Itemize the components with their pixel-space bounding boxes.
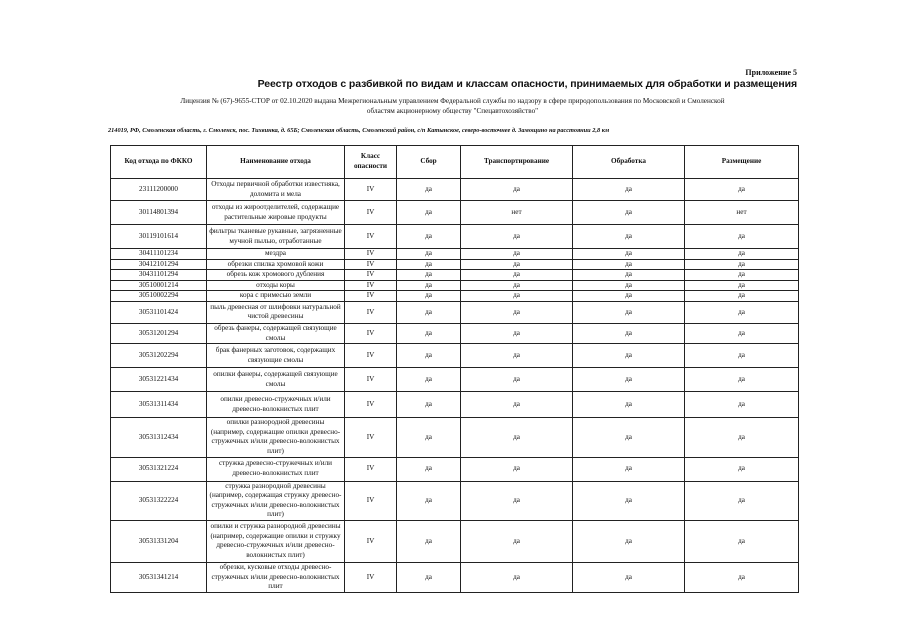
- place-cell: да: [685, 481, 799, 520]
- table-row: [111, 481, 799, 520]
- table-row: [111, 201, 799, 225]
- transport-cell: да: [461, 457, 573, 481]
- code-cell: 30531341214: [111, 562, 207, 592]
- name-cell: мездра: [207, 249, 345, 260]
- process-cell: да: [573, 392, 685, 418]
- table-row: [111, 301, 799, 323]
- process-cell: да: [573, 201, 685, 225]
- name-cell: опилки фанеры, содержащей связующие смолы: [207, 368, 345, 392]
- license-line-1: Лицензия № (67)-9655-СТОР от 02.10.2020 выдана Межрегиональным управлением Федеральной службы по надзору в сфере природопользования по Московской и Смоленской: [180, 97, 725, 105]
- process-cell: да: [573, 270, 685, 281]
- class-cell: IV: [345, 225, 397, 249]
- transport-cell: да: [461, 562, 573, 592]
- name-cell: отходы из жироотделителей, содержащие растительные жировые продукты: [207, 201, 345, 225]
- transport-cell: да: [461, 280, 573, 291]
- class-cell: IV: [345, 249, 397, 260]
- collect-cell: да: [397, 301, 461, 323]
- place-cell: да: [685, 259, 799, 270]
- waste-registry-table: [110, 145, 799, 593]
- place-cell: да: [685, 301, 799, 323]
- class-cell: IV: [345, 368, 397, 392]
- col-header-place: Размещение: [685, 146, 799, 179]
- transport-cell: да: [461, 481, 573, 520]
- class-cell: IV: [345, 259, 397, 270]
- collect-cell: да: [397, 457, 461, 481]
- collect-cell: да: [397, 562, 461, 592]
- code-cell: 30531331204: [111, 520, 207, 562]
- table-row: [111, 179, 799, 201]
- collect-cell: да: [397, 280, 461, 291]
- collect-cell: да: [397, 179, 461, 201]
- process-cell: да: [573, 520, 685, 562]
- col-header-code: Код отхода по ФККО: [111, 146, 207, 179]
- name-cell: опилки и стружка разнородной древесины (например, содержащие опилки и стружку древесно-стружечных и/или древесно-волокнистых плит): [207, 520, 345, 562]
- collect-cell: да: [397, 344, 461, 368]
- table-row: [111, 280, 799, 291]
- license-text: [108, 96, 797, 116]
- place-cell: да: [685, 562, 799, 592]
- collect-cell: да: [397, 481, 461, 520]
- name-cell: кора с примесью земли: [207, 291, 345, 302]
- code-cell: 30531311434: [111, 392, 207, 418]
- name-cell: опилки древесно-стружечных и/или древесно-волокнистых плит: [207, 392, 345, 418]
- collect-cell: да: [397, 291, 461, 302]
- license-line-2: областям акционерному обществу "Спецавтохозяйство": [366, 107, 539, 115]
- code-cell: 30510001214: [111, 280, 207, 291]
- transport-cell: да: [461, 291, 573, 302]
- place-cell: да: [685, 280, 799, 291]
- code-cell: 30531202294: [111, 344, 207, 368]
- place-cell: да: [685, 457, 799, 481]
- process-cell: да: [573, 179, 685, 201]
- table-header-row: [111, 146, 799, 179]
- class-cell: IV: [345, 301, 397, 323]
- place-cell: да: [685, 270, 799, 281]
- class-cell: IV: [345, 457, 397, 481]
- name-cell: опилки разнородной древесины (например, содержащие опилки древесно-стружечных и/или древесно-волокнистых плит): [207, 418, 345, 457]
- process-cell: да: [573, 291, 685, 302]
- name-cell: обрезки спилка хромовой кожи: [207, 259, 345, 270]
- collect-cell: да: [397, 201, 461, 225]
- class-cell: IV: [345, 481, 397, 520]
- class-cell: IV: [345, 392, 397, 418]
- process-cell: да: [573, 301, 685, 323]
- table-row: [111, 368, 799, 392]
- table-row: [111, 392, 799, 418]
- process-cell: да: [573, 280, 685, 291]
- name-cell: Отходы первичной обработки известняка, доломита и мела: [207, 179, 345, 201]
- place-cell: да: [685, 392, 799, 418]
- name-cell: обрезки, кусковые отходы древесно-стружечных и/или древесно-волокнистых плит: [207, 562, 345, 592]
- process-cell: да: [573, 259, 685, 270]
- code-cell: 30431101294: [111, 270, 207, 281]
- table-row: [111, 225, 799, 249]
- class-cell: IV: [345, 520, 397, 562]
- code-cell: 30114801394: [111, 201, 207, 225]
- table-row: [111, 259, 799, 270]
- code-cell: 30531201294: [111, 323, 207, 343]
- place-cell: да: [685, 225, 799, 249]
- process-cell: да: [573, 323, 685, 343]
- place-cell: да: [685, 344, 799, 368]
- collect-cell: да: [397, 368, 461, 392]
- collect-cell: да: [397, 323, 461, 343]
- code-cell: 30531312434: [111, 418, 207, 457]
- col-header-collect: Сбор: [397, 146, 461, 179]
- transport-cell: да: [461, 301, 573, 323]
- transport-cell: да: [461, 259, 573, 270]
- table-row: [111, 344, 799, 368]
- class-cell: IV: [345, 291, 397, 302]
- name-cell: стружка древесно-стружечных и/или древесно-волокнистых плит: [207, 457, 345, 481]
- col-header-transport: Транспортирование: [461, 146, 573, 179]
- code-cell: 30119101614: [111, 225, 207, 249]
- name-cell: обрезь фанеры, содержащей связующие смолы: [207, 323, 345, 343]
- place-cell: да: [685, 323, 799, 343]
- class-cell: IV: [345, 270, 397, 281]
- process-cell: да: [573, 249, 685, 260]
- class-cell: IV: [345, 418, 397, 457]
- table-row: [111, 418, 799, 457]
- process-cell: да: [573, 481, 685, 520]
- class-cell: IV: [345, 344, 397, 368]
- col-header-name: Наименование отхода: [207, 146, 345, 179]
- name-cell: пыль древесная от шлифовки натуральной чистой древесины: [207, 301, 345, 323]
- table-row: [111, 520, 799, 562]
- transport-cell: да: [461, 249, 573, 260]
- collect-cell: да: [397, 270, 461, 281]
- col-header-process: Обработка: [573, 146, 685, 179]
- place-cell: да: [685, 249, 799, 260]
- table-row: [111, 249, 799, 260]
- transport-cell: да: [461, 368, 573, 392]
- transport-cell: да: [461, 418, 573, 457]
- place-cell: да: [685, 291, 799, 302]
- class-cell: IV: [345, 201, 397, 225]
- table-row: [111, 291, 799, 302]
- code-cell: 30531101424: [111, 301, 207, 323]
- table-row: [111, 457, 799, 481]
- transport-cell: да: [461, 344, 573, 368]
- code-cell: 30411101234: [111, 249, 207, 260]
- class-cell: IV: [345, 280, 397, 291]
- collect-cell: да: [397, 249, 461, 260]
- collect-cell: да: [397, 418, 461, 457]
- place-cell: да: [685, 520, 799, 562]
- code-cell: 30531321224: [111, 457, 207, 481]
- collect-cell: да: [397, 259, 461, 270]
- process-cell: да: [573, 562, 685, 592]
- document-title: Реестр отходов с разбивкой по видам и классам опасности, принимаемых для обработки и размещения: [257, 78, 797, 90]
- collect-cell: да: [397, 225, 461, 249]
- place-cell: нет: [685, 201, 799, 225]
- code-cell: 30531221434: [111, 368, 207, 392]
- process-cell: да: [573, 225, 685, 249]
- code-cell: 30412101294: [111, 259, 207, 270]
- table-row: [111, 270, 799, 281]
- name-cell: брак фанерных заготовок, содержащих связующие смолы: [207, 344, 345, 368]
- col-header-class: Класс опасности: [345, 146, 397, 179]
- class-cell: IV: [345, 323, 397, 343]
- transport-cell: нет: [461, 201, 573, 225]
- appendix-label: Приложение 5: [745, 68, 797, 77]
- transport-cell: да: [461, 179, 573, 201]
- name-cell: фильтры тканевые рукавные, загрязненные мучной пылью, отработанные: [207, 225, 345, 249]
- transport-cell: да: [461, 392, 573, 418]
- transport-cell: да: [461, 225, 573, 249]
- class-cell: IV: [345, 562, 397, 592]
- process-cell: да: [573, 368, 685, 392]
- class-cell: IV: [345, 179, 397, 201]
- name-cell: стружка разнородной древесины (например, содержащая стружку древесно-стружечных и/или древесно-волокнистых плит): [207, 481, 345, 520]
- process-cell: да: [573, 344, 685, 368]
- name-cell: отходы коры: [207, 280, 345, 291]
- place-cell: да: [685, 368, 799, 392]
- place-cell: да: [685, 179, 799, 201]
- transport-cell: да: [461, 270, 573, 281]
- place-cell: да: [685, 418, 799, 457]
- code-cell: 23111200000: [111, 179, 207, 201]
- address-line: 214019, РФ, Смоленская область, г. Смоленск, пос. Тихвинка, д. 65Б; Смоленская область, Смоленский район, с/п Катынское, северо-восточнее д. Замощино на расстоянии 2,8 км: [108, 127, 610, 134]
- transport-cell: да: [461, 323, 573, 343]
- code-cell: 30531322224: [111, 481, 207, 520]
- transport-cell: да: [461, 520, 573, 562]
- table-row: [111, 323, 799, 343]
- table-body: [111, 179, 799, 593]
- collect-cell: да: [397, 392, 461, 418]
- code-cell: 30510002294: [111, 291, 207, 302]
- process-cell: да: [573, 457, 685, 481]
- name-cell: обрезь кож хромового дубления: [207, 270, 345, 281]
- collect-cell: да: [397, 520, 461, 562]
- process-cell: да: [573, 418, 685, 457]
- table-row: [111, 562, 799, 592]
